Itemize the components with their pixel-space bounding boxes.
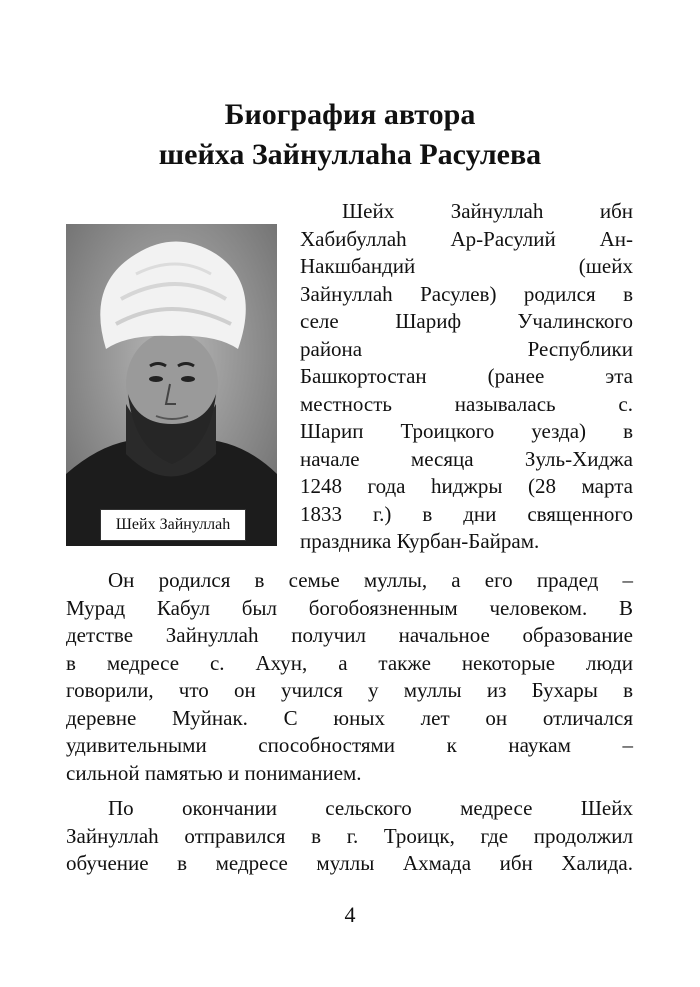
text-line: Шарип Троицкого уезда) в bbox=[300, 419, 633, 443]
side-paragraph bbox=[300, 198, 633, 556]
text-line: 1833 г.) в дни священного bbox=[300, 501, 633, 526]
text-line: начале месяца Зуль-Хиджа bbox=[300, 446, 633, 471]
portrait-photo bbox=[66, 224, 277, 546]
text-line: Мурад Кабул был богобоязненным человеком. В bbox=[66, 595, 633, 620]
text-line: По окончании сельского медресе Шейх bbox=[108, 796, 633, 820]
page-number: 4 bbox=[344, 902, 356, 927]
text-line: Накшбандий (шейх bbox=[300, 254, 633, 278]
title-line-1: Биография автора bbox=[224, 98, 476, 131]
paragraph-1 bbox=[66, 567, 633, 787]
text-line: в медресе с. Ахун, а также некоторые люди bbox=[66, 650, 633, 675]
text-line: Хабибуллаh Ар-Расулий Ан- bbox=[300, 226, 633, 251]
text-line: Башкортостан (ранее эта bbox=[300, 364, 633, 388]
text-line: обучение в медресе муллы Ахмада ибн Халида. bbox=[66, 851, 633, 875]
text-line: местность называлась с. bbox=[300, 391, 633, 416]
text-line: детстве Зайнуллаh получил начальное образование bbox=[66, 623, 633, 647]
text-line: Шейх Зайнуллаh ибн bbox=[342, 199, 633, 223]
text-line: удивительными способностями к наукам – bbox=[66, 733, 633, 757]
title-line-2: шейха Зайнуллаhа Расулева bbox=[158, 138, 542, 171]
text-line: деревне Муйнак. С юных лет он отличался bbox=[66, 705, 633, 730]
text-line: Зайнуллаh Расулев) родился в bbox=[300, 281, 633, 306]
text-line: сильной памятью и пониманием. bbox=[66, 760, 362, 785]
text-line: Зайнуллаh отправился в г. Троицк, где продолжил bbox=[66, 823, 633, 848]
text-line: 1248 года hиджры (28 марта bbox=[300, 474, 633, 498]
paragraph-2 bbox=[66, 795, 633, 878]
photo-caption: Шейх Зайнуллаh bbox=[100, 509, 246, 541]
text-line: говорили, что он учился у муллы из Бухары в bbox=[66, 678, 633, 702]
text-line: Он родился в семье муллы, а его прадед – bbox=[108, 568, 633, 592]
text-line: района Республики bbox=[300, 336, 633, 361]
text-line: селе Шариф Учалинского bbox=[300, 309, 633, 333]
text-line: праздника Курбан-Байрам. bbox=[300, 529, 540, 553]
